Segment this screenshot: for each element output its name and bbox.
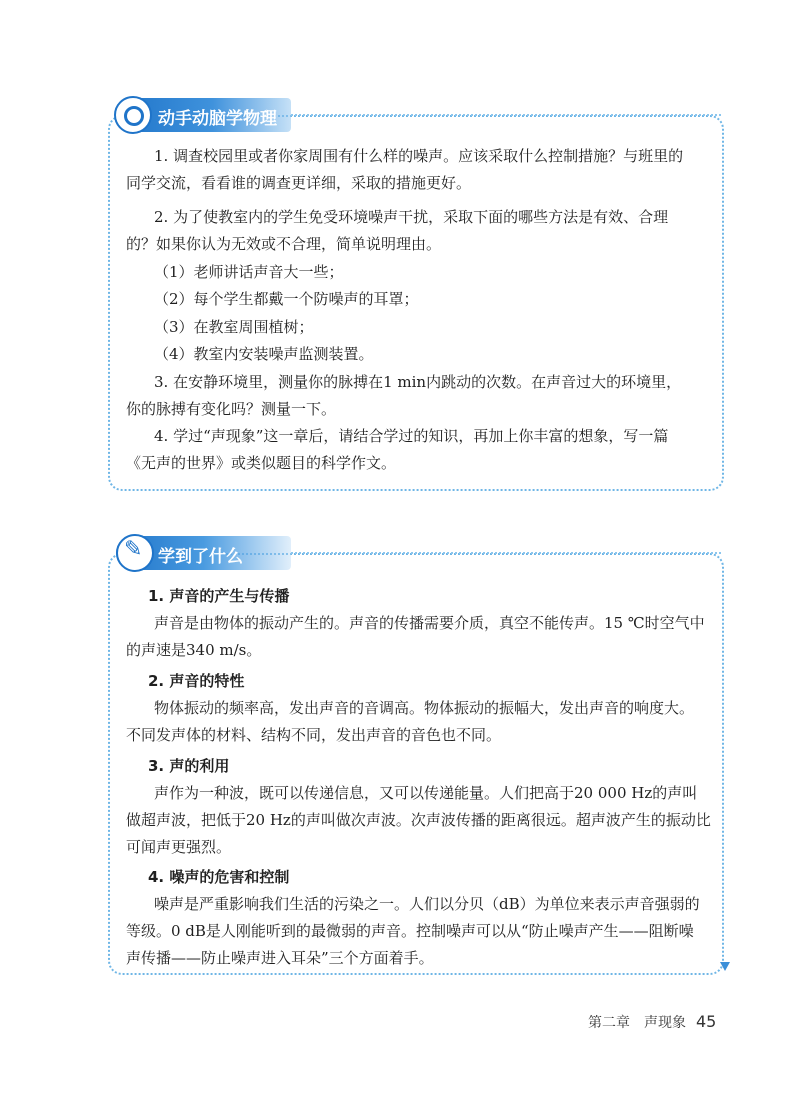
exercise-line: （2）每个学生都戴一个防噪声的耳罩； (154, 290, 419, 308)
header-dotted-line (291, 552, 721, 554)
summary-subtitle: 2. 声音的特性 (148, 672, 245, 690)
chapter-label: 第二章 声现象 (588, 1015, 686, 1031)
exercise-header-title: 动手动脑学物理 (158, 109, 277, 129)
exercise-line: （1）老师讲话声音大一些； (154, 263, 344, 281)
summary-line: 的声速是340 m/s。 (126, 641, 262, 659)
summary-subtitle: 4. 噪声的危害和控制 (148, 868, 290, 886)
summary-line: 物体振动的频率高，发出声音的音调高。物体振动的振幅大，发出声音的响度大。 (154, 699, 695, 717)
exercise-line: 同学交流，看看谁的调查更详细，采取的措施更好。 (126, 174, 472, 192)
exercise-line: 1. 调查校园里或者你家周围有什么样的噪声。应该采取什么控制措施？与班里的 (154, 147, 684, 165)
exercise-line: 的？如果你认为无效或不合理，简单说明理由。 (126, 235, 442, 253)
arrow-down-icon (720, 962, 730, 971)
exercise-line: 《无声的世界》或类似题目的科学作文。 (126, 454, 397, 472)
summary-line: 声作为一种波，既可以传递信息，又可以传递能量。人们把高于20 000 Hz的声叫 (154, 784, 698, 802)
summary-line: 可闻声更强烈。 (126, 838, 232, 856)
exercise-line: 你的脉搏有变化吗？测量一下。 (126, 400, 337, 418)
page-number: 45 (696, 1012, 717, 1031)
summary-subtitle: 1. 声音的产生与传播 (148, 587, 290, 605)
page-footer (588, 1012, 716, 1032)
exercise-line: 3. 在安静环境里，测量你的脉搏在1 min内跳动的次数。在声音过大的环境里， (154, 373, 682, 391)
target-icon (114, 96, 152, 134)
exercise-line: （4）教室内安装噪声监测装置。 (154, 345, 374, 363)
header-dotted-line (291, 114, 721, 116)
pen-icon (116, 534, 154, 572)
summary-line: 等级。0 dB是人刚能听到的最微弱的声音。控制噪声可以从“防止噪声产生——阻断噪 (126, 922, 694, 940)
summary-line: 声音是由物体的振动产生的。声音的传播需要介质，真空不能传声。15 ℃时空气中 (154, 614, 705, 632)
exercise-line: 4. 学过“声现象”这一章后，请结合学过的知识，再加上你丰富的想象，写一篇 (154, 427, 669, 445)
exercise-line: （3）在教室周围植树； (154, 318, 314, 336)
summary-line: 做超声波，把低于20 Hz的声叫做次声波。次声波传播的距离很远。超声波产生的振动比 (126, 811, 711, 829)
summary-header (116, 536, 291, 570)
summary-header-title: 学到了什么 (158, 547, 243, 567)
summary-line: 声传播——防止噪声进入耳朵”三个方面着手。 (126, 949, 434, 967)
exercise-header (116, 98, 291, 132)
summary-line: 不同发声体的材料、结构不同，发出声音的音色也不同。 (126, 726, 502, 744)
summary-subtitle: 3. 声的利用 (148, 757, 230, 775)
exercise-line: 2. 为了使教室内的学生免受环境噪声干扰，采取下面的哪些方法是有效、合理 (154, 208, 669, 226)
summary-line: 噪声是严重影响我们生活的污染之一。人们以分贝（dB）为单位来表示声音强弱的 (154, 895, 700, 913)
